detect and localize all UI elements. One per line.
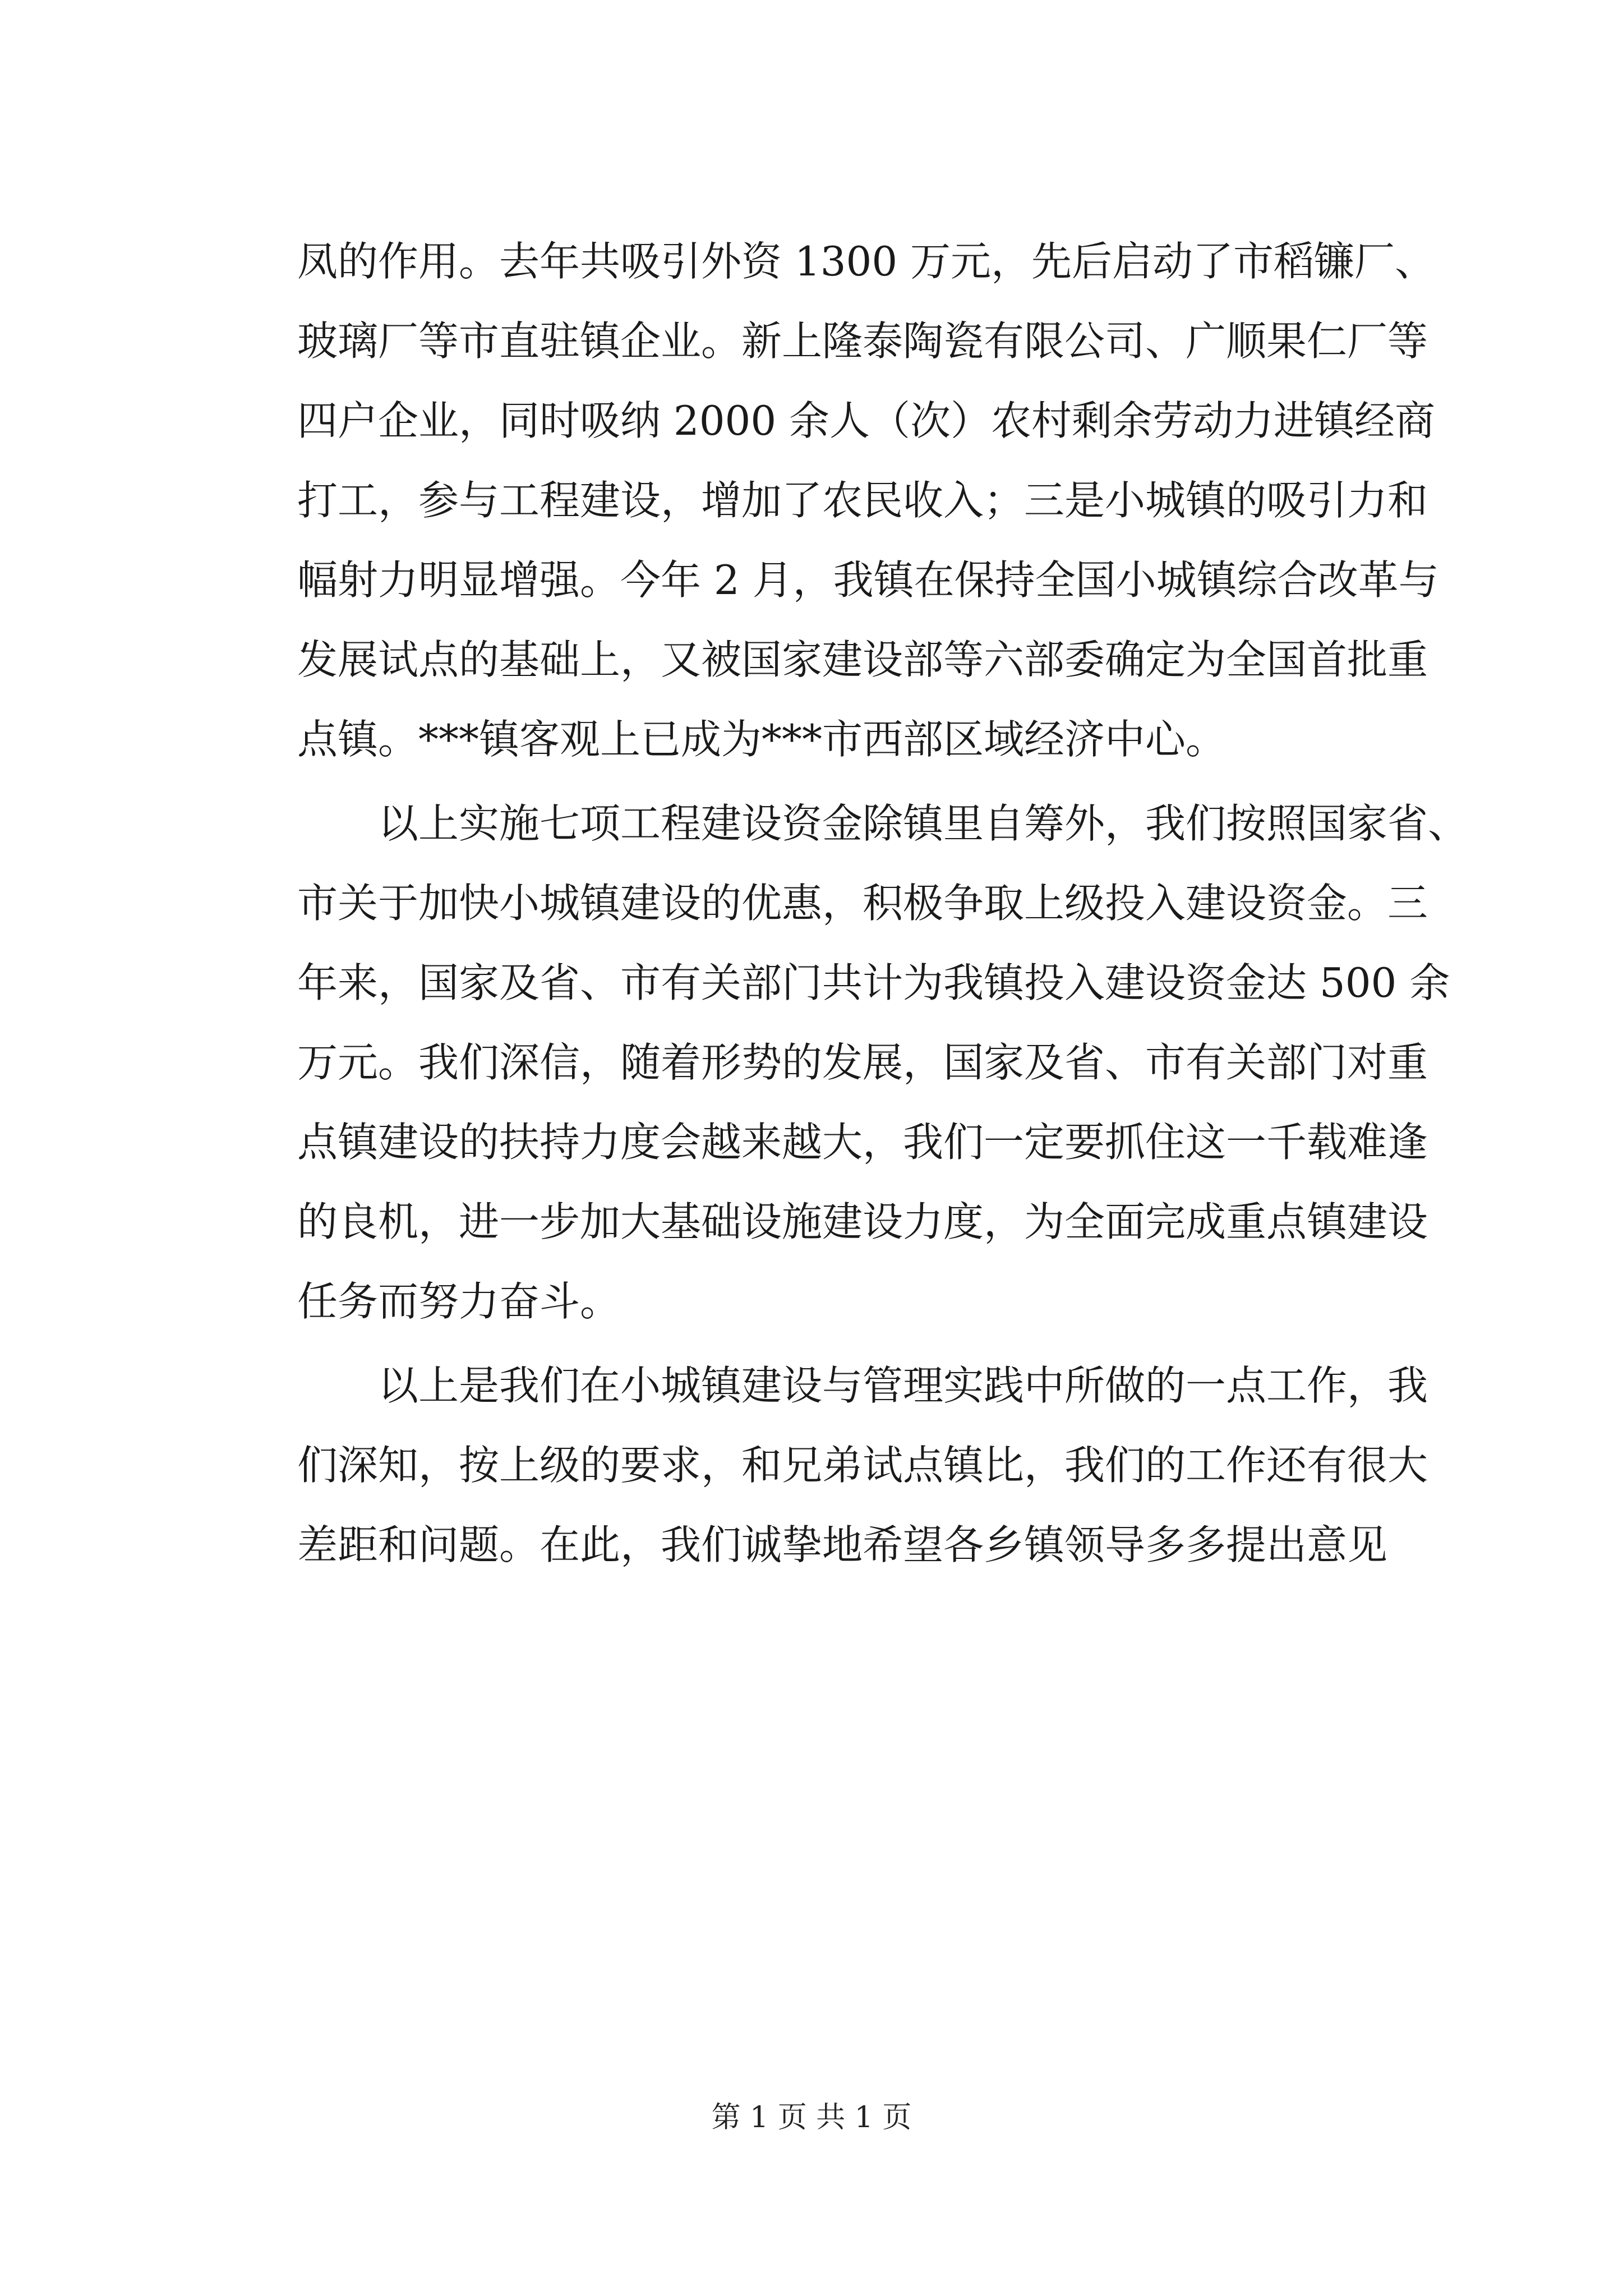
text-line: 们深知，按上级的要求，和兄弟试点镇比，我们的工作还有很大 (297, 1442, 1428, 1489)
text-line: 差距和问题。在此，我们诚挚地希望各乡镇领导多多提出意见 (297, 1521, 1388, 1568)
text-line: 发展试点的基础上，又被国家建设部等六部委确定为全国首批重 (297, 636, 1428, 683)
text-line: 的良机，进一步加大基础设施建设力度，为全面完成重点镇建设 (297, 1198, 1428, 1245)
text-line: 年来，国家及省、市有关部门共计为我镇投入建设资金达 500 余 (297, 959, 1450, 1006)
text-line: 幅射力明显增强。今年 2 月，我镇在保持全国小城镇综合改革与 (297, 556, 1439, 604)
text-line: 打工，参与工程建设，增加了农民收入；三是小城镇的吸引力和 (297, 477, 1428, 524)
text-line: 市关于加快小城镇建设的优惠，积极争取上级投入建设资金。三 (297, 880, 1428, 927)
paragraph-2 (297, 784, 1469, 1341)
text-line: 凤的作用。去年共吸引外资 1300 万元，先后启动了市稻镰厂、 (297, 238, 1436, 285)
text-line: 以上实施七项工程建设资金除镇里自筹外，我们按照国家省、 (297, 800, 1469, 847)
paragraph-spacer (297, 1341, 1413, 1346)
text-line: 任务而努力奋斗。 (297, 1278, 621, 1325)
text-line: 玻璃厂等市直驻镇企业。新上隆泰陶瓷有限公司、广顺果仁厂等 (297, 318, 1428, 365)
text-line: 四户企业，同时吸纳 2000 余人（次）农村剩余劳动力进镇经商 (297, 397, 1436, 444)
paragraph-spacer (297, 779, 1413, 784)
text-line: 万元。我们深信，随着形势的发展，国家及省、市有关部门对重 (297, 1039, 1428, 1086)
text-line: 点镇建设的扶持力度会越来越大，我们一定要抓住这一千载难逢 (297, 1119, 1428, 1166)
document-body (297, 222, 1469, 1585)
paragraph-1 (297, 222, 1439, 779)
text-line: 点镇。***镇客观上已成为***市西部区域经济中心。 (297, 716, 1227, 763)
paragraph-3 (297, 1346, 1428, 1585)
text-line: 以上是我们在小城镇建设与管理实践中所做的一点工作，我 (297, 1362, 1428, 1409)
page-number-footer: 第 1 页 共 1 页 (711, 2101, 912, 2134)
